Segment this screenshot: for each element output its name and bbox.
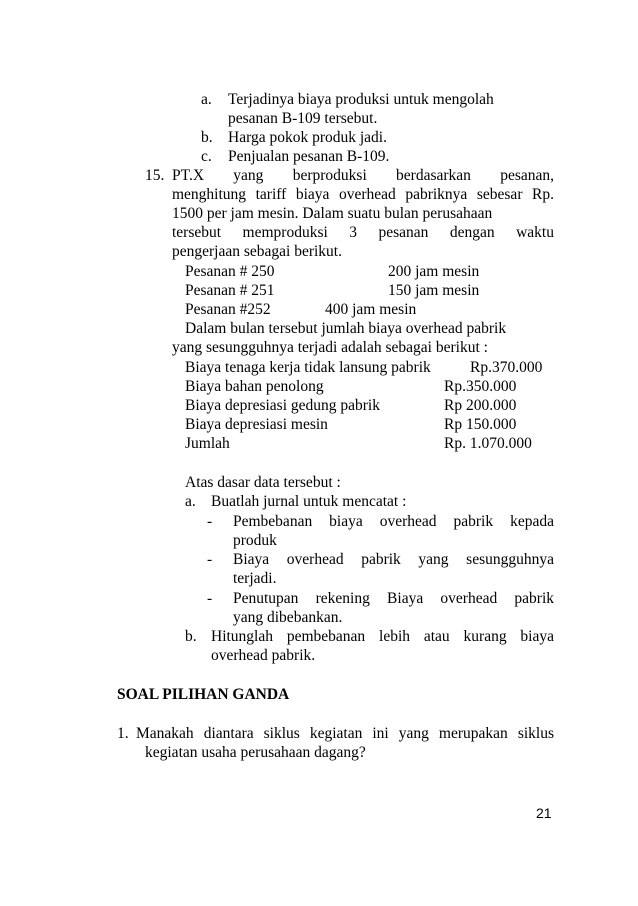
subtask-dash: - xyxy=(207,551,213,568)
option-c-text: Penjualan pesanan B-109. xyxy=(228,148,390,165)
word: waktu xyxy=(516,224,554,241)
order-name: Pesanan #252 xyxy=(185,301,271,318)
option-a-text-cont: pesanan B-109 tersebut. xyxy=(228,110,378,127)
mc-question-1-number: 1. xyxy=(117,725,129,742)
task-b-text-cont: overhead pabrik. xyxy=(211,647,316,664)
cost-total-label: Jumlah xyxy=(185,435,230,452)
basis-text: Atas dasar data tersebut : xyxy=(185,474,341,491)
section-title: SOAL PILIHAN GANDA xyxy=(117,686,290,703)
cost-amount: Rp.370.000 xyxy=(470,359,543,376)
option-c-letter: c. xyxy=(201,148,212,165)
mc-question-1-text-cont: kegiatan usaha perusahaan dagang? xyxy=(145,744,366,761)
word: berproduksi xyxy=(292,167,367,184)
word: yang xyxy=(233,167,264,184)
question-15-line-5: pengerjaan sebagai berikut. xyxy=(172,243,342,260)
subtask-text-cont: produk xyxy=(233,532,277,549)
subtask-text: Penutupan rekening Biaya overhead pabrik xyxy=(233,590,554,607)
cost-amount: Rp 150.000 xyxy=(444,416,517,433)
word: tersebut xyxy=(172,224,222,241)
task-b-letter: b. xyxy=(185,628,197,645)
option-b-text: Harga pokok produk jadi. xyxy=(228,129,387,146)
task-a-text: Buatlah jurnal untuk mencatat : xyxy=(211,493,407,510)
subtask-text-cont: terjadi. xyxy=(233,570,277,587)
cost-total-amount: Rp. 1.070.000 xyxy=(444,435,532,452)
subtask-text: Biaya overhead pabrik yang sesungguhnya xyxy=(233,551,554,568)
actual-overhead-intro: Dalam bulan tersebut jumlah biaya overhead pabrik xyxy=(185,320,507,337)
task-a-letter: a. xyxy=(185,493,196,510)
cost-amount: Rp 200.000 xyxy=(444,397,517,414)
word: 3 xyxy=(349,224,358,241)
order-name: Pesanan # 250 xyxy=(185,263,275,280)
cost-label: Biaya depresiasi gedung pabrik xyxy=(185,397,380,414)
order-hours: 200 jam mesin xyxy=(388,263,480,280)
cost-label: Biaya depresiasi mesin xyxy=(185,416,328,433)
actual-overhead-intro-cont: yang sesungguhnya terjadi adalah sebagai berikut : xyxy=(172,339,488,356)
question-15-line-3: 1500 per jam mesin. Dalam suatu bulan perusahaan xyxy=(172,205,493,222)
subtask-dash: - xyxy=(207,513,213,530)
order-hours: 400 jam mesin xyxy=(325,301,417,318)
task-b-text: Hitunglah pembebanan lebih atau kurang biaya xyxy=(211,628,554,645)
subtask-text: Pembebanan biaya overhead pabrik kepada xyxy=(233,513,554,530)
option-a-letter: a. xyxy=(201,91,212,108)
word: dengan xyxy=(449,224,495,241)
question-15-line-2: menghitung tariff biaya overhead pabriknya sebesar Rp. xyxy=(172,186,554,203)
subtask-dash: - xyxy=(207,590,213,607)
option-a-text: Terjadinya biaya produksi untuk mengolah xyxy=(228,91,494,108)
question-15-number: 15. xyxy=(145,167,165,184)
question-15-line-4 xyxy=(172,223,554,242)
order-hours: 150 jam mesin xyxy=(388,282,480,299)
word: memproduksi xyxy=(242,224,328,241)
mc-question-1-text: Manakah diantara siklus kegiatan ini yang merupakan siklus xyxy=(136,725,554,742)
word: berdasarkan xyxy=(396,167,471,184)
option-b-letter: b. xyxy=(201,129,213,146)
subtask-text-cont: yang dibebankan. xyxy=(233,609,343,626)
word: PT.X xyxy=(172,167,205,184)
page-number: 21 xyxy=(536,805,552,821)
word: pesanan xyxy=(378,224,429,241)
question-15-line-1 xyxy=(172,166,554,185)
cost-amount: Rp.350.000 xyxy=(444,378,517,395)
cost-label: Biaya tenaga kerja tidak lansung pabrik xyxy=(185,359,431,376)
cost-label: Biaya bahan penolong xyxy=(185,378,324,395)
order-name: Pesanan # 251 xyxy=(185,282,275,299)
word: pesanan, xyxy=(500,167,554,184)
